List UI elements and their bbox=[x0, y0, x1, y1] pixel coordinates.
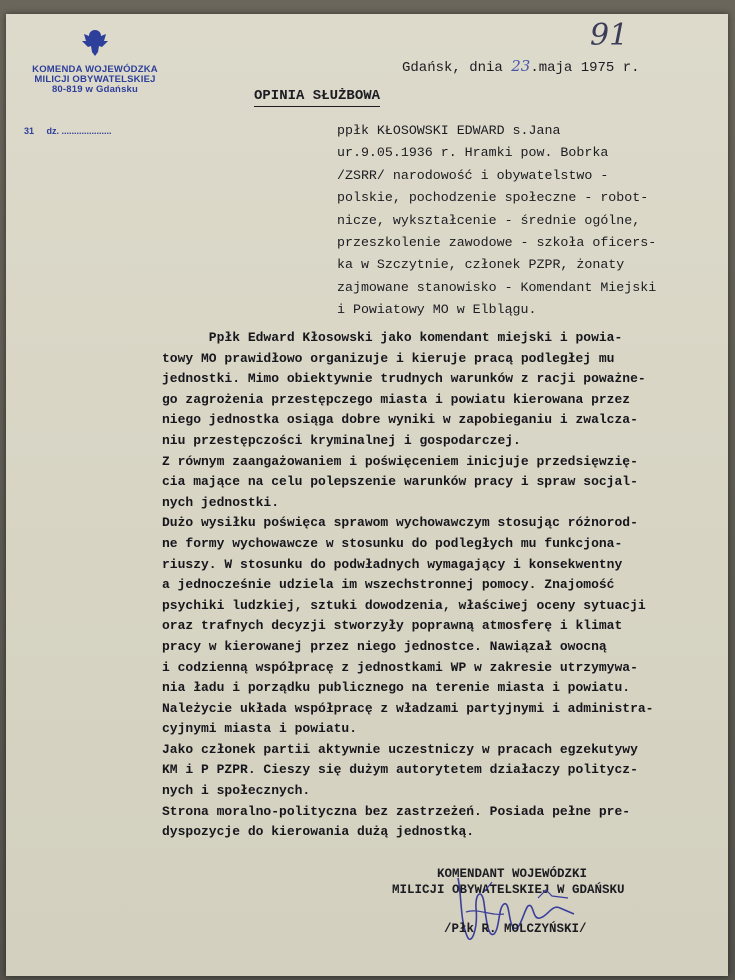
body-line: ne formy wychowawcze w stosunku do podległych mu funkcjona- bbox=[162, 535, 623, 551]
body-line: dyspozycje do kierowania dużą jednostką. bbox=[162, 824, 475, 840]
body-line: cia mające na celu polepszenie warunków pracy i spraw socjal- bbox=[162, 474, 638, 490]
body-line: nych i społecznych. bbox=[162, 783, 311, 799]
page-number: 91 bbox=[590, 18, 629, 53]
signatory-name: /Płk R. MOLCZYŃSKI/ bbox=[444, 922, 587, 936]
subject-block bbox=[337, 120, 727, 322]
body-line: go zagrożenia przestępczego miasta i powiatu kierowana przez bbox=[162, 391, 631, 407]
signature-line-2: MILICJI OBYWATELSKIEJ W GDAŃSKU bbox=[392, 883, 625, 897]
body-line: cyjnymi miasta i powiatu. bbox=[162, 721, 358, 737]
seal-line-3: 80-819 w Gdańsku bbox=[51, 84, 139, 95]
body-line: Strona moralno-polityczna bez zastrzeżeń. Posiada pełne pre- bbox=[162, 803, 631, 819]
date-day: 23 bbox=[511, 57, 531, 75]
signature-line-1: KOMENDANT WOJEWÓDZKI bbox=[392, 867, 588, 881]
body-line: pracy w kierowanej przez niego jednostce. Nawiązał owocną bbox=[162, 638, 607, 654]
subject-line: przeszkolenie zawodowe - szkoła oficers- bbox=[337, 235, 657, 251]
subject-line: polskie, pochodzenie społeczne - robot- bbox=[337, 190, 649, 206]
subject-line: nicze, wykształcenie - średnie ogólne, bbox=[337, 212, 641, 228]
subject-line: ppłk KŁOSOWSKI EDWARD s.Jana bbox=[337, 123, 561, 138]
date-suffix: .maja 1975 r. bbox=[530, 60, 640, 76]
reference-number: 31 dz. .................... bbox=[24, 126, 112, 136]
body-line: psychiki ludzkiej, sztuki dowodzenia, właściwej oceny sytuacji bbox=[162, 597, 646, 613]
body-line: oraz trafnych decyzji stworzyły poprawną atmosferę i klimat bbox=[162, 618, 623, 634]
header-stamp bbox=[10, 28, 180, 95]
seal-line-1: KOMENDA WOJEWÓDZKA bbox=[32, 64, 158, 75]
date-prefix: Gdańsk, dnia bbox=[402, 60, 512, 76]
body-line: niego jednostka osiąga dobre wyniki w zapobieganiu i zwalcza- bbox=[162, 412, 638, 428]
body-line: Jako członek partii aktywnie uczestniczy w pracach egzekutywy bbox=[162, 741, 638, 757]
body-line: niu przestępczości kryminalnej i gospodarczej. bbox=[162, 432, 521, 448]
body-line: Ppłk Edward Kłosowski jako komendant miejski i powia- bbox=[162, 330, 623, 345]
body-line: jednostki. Mimo obiektywnie trudnych warunków z racji poważne- bbox=[162, 371, 646, 387]
place-date bbox=[402, 57, 640, 76]
subject-line: i Powiatowy MO w Elblągu. bbox=[337, 302, 537, 318]
body-line: a jednocześnie udziela im wszechstronnej pomocy. Znajomość bbox=[162, 577, 615, 593]
body-line: riuszy. W stosunku do podwładnych wymagający i konsekwentny bbox=[162, 556, 623, 572]
subject-line: ur.9.05.1936 r. Hramki pow. Bobrka bbox=[337, 145, 609, 161]
body-line: KM i P PZPR. Cieszy się dużym autorytetem działaczy politycz- bbox=[162, 762, 638, 778]
body-line: nia ładu i porządku publicznego na terenie miasta i powiatu. bbox=[162, 680, 631, 696]
seal-line-2: MILICJI OBYWATELSKIEJ bbox=[34, 74, 156, 85]
eagle-icon bbox=[79, 28, 111, 58]
subject-line: zajmowane stanowisko - Komendant Miejski bbox=[337, 279, 657, 295]
body-line: Należycie układa współpracę z władzami partyjnymi i administra- bbox=[162, 700, 654, 716]
subject-line: ka w Szczytnie, członek PZPR, żonaty bbox=[337, 257, 625, 273]
body-text bbox=[162, 328, 722, 843]
body-line: Dużo wysiłku poświęca sprawom wychowawczym stosując różnorod- bbox=[162, 515, 638, 531]
handwritten-signature bbox=[448, 868, 588, 948]
body-line: towy MO prawidłowo organizuje i kieruje pracą podległej mu bbox=[162, 350, 615, 366]
subject-line: /ZSRR/ narodowość i obywatelstwo - bbox=[337, 167, 609, 183]
body-line: i codzienną współpracę z jednostkami WP w zakresie utrzymywa- bbox=[162, 659, 638, 675]
document-title: OPINIA SŁUŻBOWA bbox=[254, 88, 380, 107]
body-line: Z równym zaangażowaniem i poświęceniem inicjuje przedsięwzię- bbox=[162, 453, 638, 469]
body-line: nych jednostki. bbox=[162, 494, 280, 510]
